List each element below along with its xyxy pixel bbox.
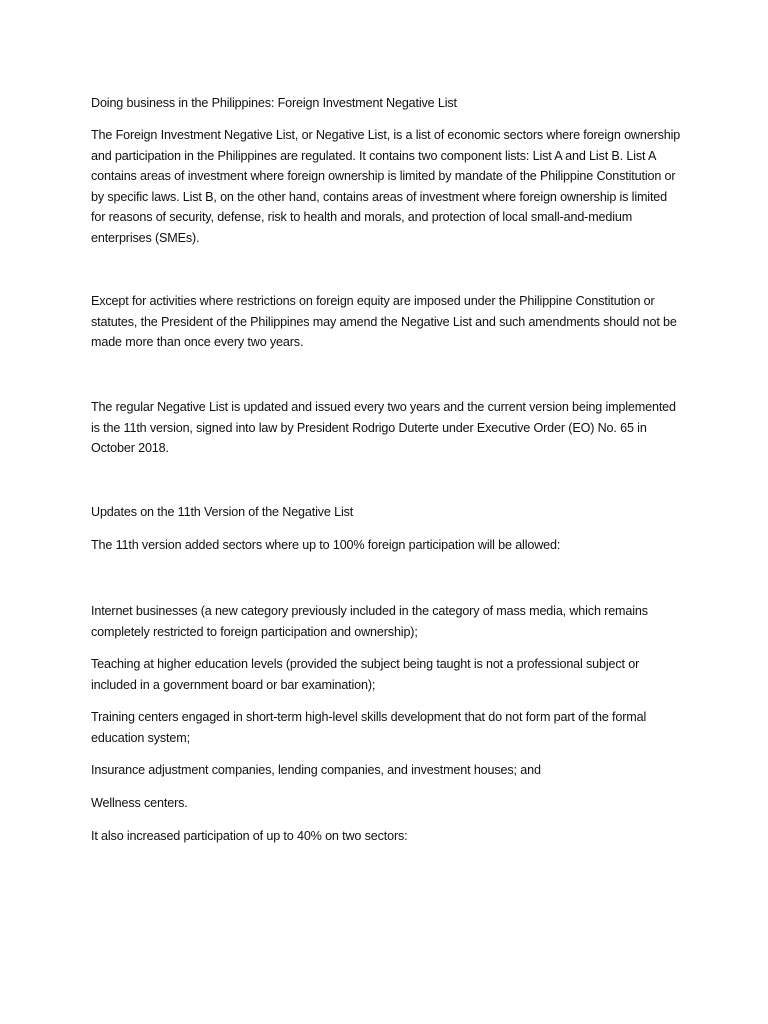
updates-heading: Updates on the 11th Version of the Negative List — [91, 505, 354, 519]
sector-item: Insurance adjustment companies, lending companies, and investment houses; and — [91, 763, 541, 777]
sector-item: Teaching at higher education levels (provided the subject being taught is not a professional subject or included in a government board or bar examination); — [91, 657, 640, 692]
increase-intro: It also increased participation of up to 40% on two sectors: — [91, 829, 408, 843]
sector-item: Training centers engaged in short-term high-level skills development that do not form part of the formal education system; — [91, 710, 647, 745]
sector-item: Internet businesses (a new category previously included in the category of mass media, which remains completely restricted to foreign participation and ownership); — [91, 604, 648, 639]
intro-paragraph: The Foreign Investment Negative List, or Negative List, is a list of economic sectors where foreign ownership and participation in the Philippines are regulated. It contains two component lists: List A and List B. List A contains areas of investment where foreign ownership is limited by mandate of the Philippine Constitution or by specific laws. List B, on the other hand, contains areas of investment where foreign ownership is limited for reasons of security, defense, risk to health and morals, and protection of local small-and-medium enterprises (SMEs). — [91, 128, 681, 245]
regular-list-paragraph: The regular Negative List is updated and issued every two years and the current version being implemented is the 11th version, signed into law by President Rodrigo Duterte under Executive Order (EO) No. 65 in October 2018. — [91, 400, 676, 455]
document-heading: Doing business in the Philippines: Foreign Investment Negative List — [91, 96, 457, 110]
added-sectors-intro: The 11th version added sectors where up to 100% foreign participation will be allowed: — [91, 538, 561, 552]
amendment-paragraph: Except for activities where restrictions on foreign equity are imposed under the Philippine Constitution or statutes, the President of the Philippines may amend the Negative List and such amendments should not be made more than once every two years. — [91, 294, 677, 349]
sector-item: Wellness centers. — [91, 796, 188, 810]
